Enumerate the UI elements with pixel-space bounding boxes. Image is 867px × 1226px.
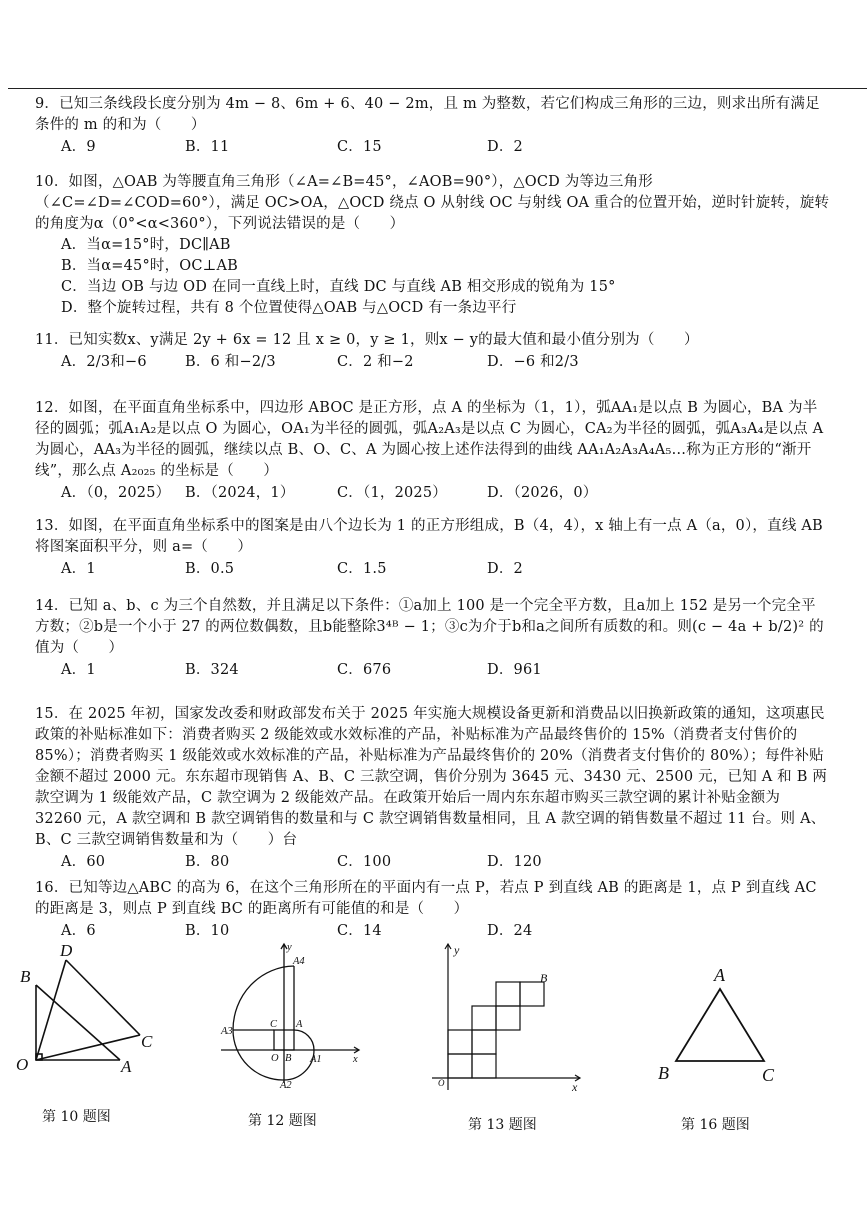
option-d[interactable]: D．961 bbox=[487, 662, 542, 678]
options-row bbox=[35, 659, 830, 681]
seg-od bbox=[36, 960, 66, 1060]
option-d[interactable]: D．120 bbox=[487, 854, 542, 870]
question-stem: 13．如图，在平面直角坐标系中的图案是由八个边长为 1 的正方形组成，B（4，4），x 轴上有一点 A（a，0），直线 AB 将图案面积平分，则 a=（ ） bbox=[35, 518, 823, 555]
arc-a-a1 bbox=[294, 1030, 314, 1050]
option-b[interactable]: B．（2024，1） bbox=[185, 485, 295, 501]
label-a1: A1 bbox=[310, 1054, 322, 1065]
options-row bbox=[35, 851, 830, 873]
figure-13-caption: 第 13 题图 bbox=[468, 1117, 537, 1133]
option-a[interactable]: A．当α=15°时，DC∥AB bbox=[61, 237, 231, 253]
option-c[interactable]: C．2 和−2 bbox=[337, 354, 414, 370]
unit-square bbox=[448, 1054, 472, 1078]
question-stem: 10．如图，△OAB 为等腰直角三角形（∠A=∠B=45°，∠AOB=90°），△OCD 为等边三角形（∠C=∠D=∠COD=60°），满足 OC>OA，△OCD 绕点 O 从射线 OC 与射线 OA 重合的位置开始，逆时针旋转，旋转的角度为α（0°<α<360°），下列说法错误的是（ ） bbox=[35, 174, 830, 232]
figure-12-caption: 第 12 题图 bbox=[248, 1113, 317, 1129]
question-stem: 11．已知实数x、y满足 2y + 6x = 12 且 x ≥ 0，y ≥ 1，则x − y的最大值和最小值分别为（ ） bbox=[35, 332, 699, 348]
option-c[interactable]: C．1.5 bbox=[337, 561, 387, 577]
option-c[interactable]: C．当边 OB 与边 OD 在同一直线上时，直线 DC 与直线 AB 相交形成的锐角为 15° bbox=[61, 279, 616, 295]
seg-dc bbox=[66, 960, 140, 1035]
option-a[interactable]: A．（0，2025） bbox=[61, 485, 171, 501]
figure-13 bbox=[420, 938, 590, 1098]
question-stem: 16．已知等边△ABC 的高为 6，在这个三角形所在的平面内有一点 P，若点 P 到直线 AB 的距离是 1，点 P 到直线 AC 的距离是 3，则点 P 到直线 BC 的距离所有可能值的和是（ ） bbox=[35, 880, 817, 917]
question-16 bbox=[35, 878, 830, 942]
question-11 bbox=[35, 330, 830, 373]
option-b[interactable]: B．0.5 bbox=[185, 561, 235, 577]
triangle-abc bbox=[676, 989, 764, 1061]
option-c[interactable]: C．100 bbox=[337, 854, 392, 870]
question-12 bbox=[35, 398, 830, 504]
label-b: B bbox=[658, 1063, 669, 1083]
unit-square bbox=[472, 1006, 496, 1030]
label-a2: A2 bbox=[280, 1080, 292, 1088]
option-a[interactable]: A．2/3和−6 bbox=[61, 354, 147, 370]
option-a[interactable]: A．6 bbox=[61, 923, 96, 939]
label-b: B bbox=[540, 971, 548, 985]
option-a[interactable]: A．9 bbox=[61, 139, 96, 155]
option-d[interactable]: D．2 bbox=[487, 561, 523, 577]
option-d[interactable]: D．−6 和2/3 bbox=[487, 354, 579, 370]
label-a4: A4 bbox=[293, 956, 305, 967]
option-b[interactable]: B．6 和−2/3 bbox=[185, 354, 276, 370]
question-10 bbox=[35, 172, 830, 319]
label-o: O bbox=[16, 1055, 29, 1074]
label-c: C bbox=[141, 1032, 153, 1051]
label-b: B bbox=[285, 1053, 292, 1064]
question-14 bbox=[35, 596, 830, 681]
question-13 bbox=[35, 516, 830, 580]
options-row bbox=[35, 482, 830, 504]
arc-a3-a4 bbox=[233, 966, 294, 1030]
figure-10-caption: 第 10 题图 bbox=[42, 1109, 111, 1125]
unit-square bbox=[472, 1030, 496, 1054]
option-b[interactable]: B．当α=45°时，OC⊥AB bbox=[61, 258, 239, 274]
unit-square bbox=[496, 1006, 520, 1030]
label-y: y bbox=[287, 942, 292, 953]
option-c[interactable]: C．（1，2025） bbox=[337, 485, 447, 501]
option-d[interactable]: D．（2026，0） bbox=[487, 485, 598, 501]
option-c[interactable]: C．14 bbox=[337, 923, 382, 939]
options-row bbox=[35, 136, 830, 158]
question-15 bbox=[35, 704, 830, 873]
label-a3: A3 bbox=[221, 1026, 233, 1037]
label-c: C bbox=[762, 1065, 775, 1085]
option-d[interactable]: D．2 bbox=[487, 139, 523, 155]
option-d[interactable]: D．24 bbox=[487, 923, 533, 939]
question-stem: 9．已知三条线段长度分别为 4m − 8、6m + 6、40 − 2m，且 m 为整数，若它们构成三角形的三边，则求出所有满足条件的 m 的和为（ ） bbox=[35, 96, 820, 133]
question-stem: 14．已知 a、b、c 为三个自然数，并且满足以下条件：①a加上 100 是一个完全平方数，且a加上 152 是另一个完全平方数；②b是一个小于 27 的两位数偶数，且b能整除3⁴ᴮ − 1；③c为介于b和a之间所有质数的和。则(c − 4a + b/2)² 的值为（ ） bbox=[35, 598, 824, 656]
label-c: C bbox=[270, 1019, 278, 1030]
label-y: y bbox=[454, 943, 460, 957]
options-row bbox=[35, 351, 830, 373]
unit-square bbox=[448, 1030, 472, 1054]
option-b[interactable]: B．80 bbox=[185, 854, 230, 870]
options-row bbox=[35, 558, 830, 580]
label-x: x bbox=[572, 1080, 578, 1094]
seg-ab bbox=[36, 985, 120, 1060]
option-d[interactable]: D．整个旋转过程，共有 8 个位置使得△OAB 与△OCD 有一条边平行 bbox=[61, 300, 517, 316]
label-o: O bbox=[271, 1053, 279, 1064]
option-c[interactable]: C．676 bbox=[337, 662, 392, 678]
figure-10 bbox=[10, 940, 170, 1080]
label-o: O bbox=[438, 1078, 445, 1088]
question-9 bbox=[35, 94, 830, 158]
figure-12 bbox=[215, 938, 375, 1088]
unit-square bbox=[496, 982, 520, 1006]
figure-16-caption: 第 16 题图 bbox=[681, 1117, 750, 1133]
header-rule bbox=[8, 88, 867, 89]
unit-square bbox=[520, 982, 544, 1006]
option-a[interactable]: A．60 bbox=[61, 854, 106, 870]
label-d: D bbox=[60, 941, 73, 960]
unit-square bbox=[472, 1054, 496, 1078]
figure-16 bbox=[650, 955, 790, 1095]
question-stem: 15．在 2025 年初，国家发改委和财政部发布关于 2025 年实施大规模设备更新和消费品以旧换新政策的通知，这项惠民政策的补贴标准如下：消费者购买 2 级能效或水效标准的产品，补贴标准为产品最终售价的 15%（消费者支付售价的 85%）；消费者购买 1 级能效或水效标准的产品，补贴标准为产品最终售价的 20%（消费者支付售价的 80%）；每件补贴金额不超过 2000 元。东东超市现销售 A、B、C 三款空调，售价分别为 3645 元、3430 元、2500 元，已知 A 和 B 两款空调为 1 级能效产品，C 款空调为 2 级能效产品。在政策开始后一周内东东超市购买三款空调的累计补贴金额为 32260 元，A 款空调和 B 款空调销售的数量和与 C 款空调销售数量相同，且 A 款空调的销售数量不超过 11 台。则 A、B、C 三款空调销售数量和为（ ）台 bbox=[35, 706, 828, 848]
option-a[interactable]: A．1 bbox=[61, 561, 96, 577]
label-a: A bbox=[121, 1057, 132, 1076]
question-stem: 12．如图，在平面直角坐标系中，四边形 ABOC 是正方形，点 A 的坐标为（1，1），弧AA₁是以点 B 为圆心，BA 为半径的圆弧；弧A₁A₂是以点 O 为圆心，OA₁为半径的圆弧，弧A₂A₃是以点 C 为圆心，CA₂为半径的圆弧，弧A₃A₄是以点 A 为圆心，AA₃为半径的圆弧，继续以点 B、O、C、A 为圆心按上述作法得到的曲线 AA₁A₂A₃A₄A₅…称为正方形的“渐开线”，那么点 A₂₀₂₅ 的坐标是（ ） bbox=[35, 400, 824, 479]
option-a[interactable]: A．1 bbox=[61, 662, 96, 678]
label-a: A bbox=[714, 965, 725, 985]
option-b[interactable]: B．10 bbox=[185, 923, 230, 939]
label-x: x bbox=[353, 1054, 358, 1065]
label-b: B bbox=[20, 967, 31, 986]
option-b[interactable]: B．324 bbox=[185, 662, 239, 678]
option-b[interactable]: B．11 bbox=[185, 139, 230, 155]
label-a: A bbox=[296, 1019, 303, 1030]
option-c[interactable]: C．15 bbox=[337, 139, 382, 155]
